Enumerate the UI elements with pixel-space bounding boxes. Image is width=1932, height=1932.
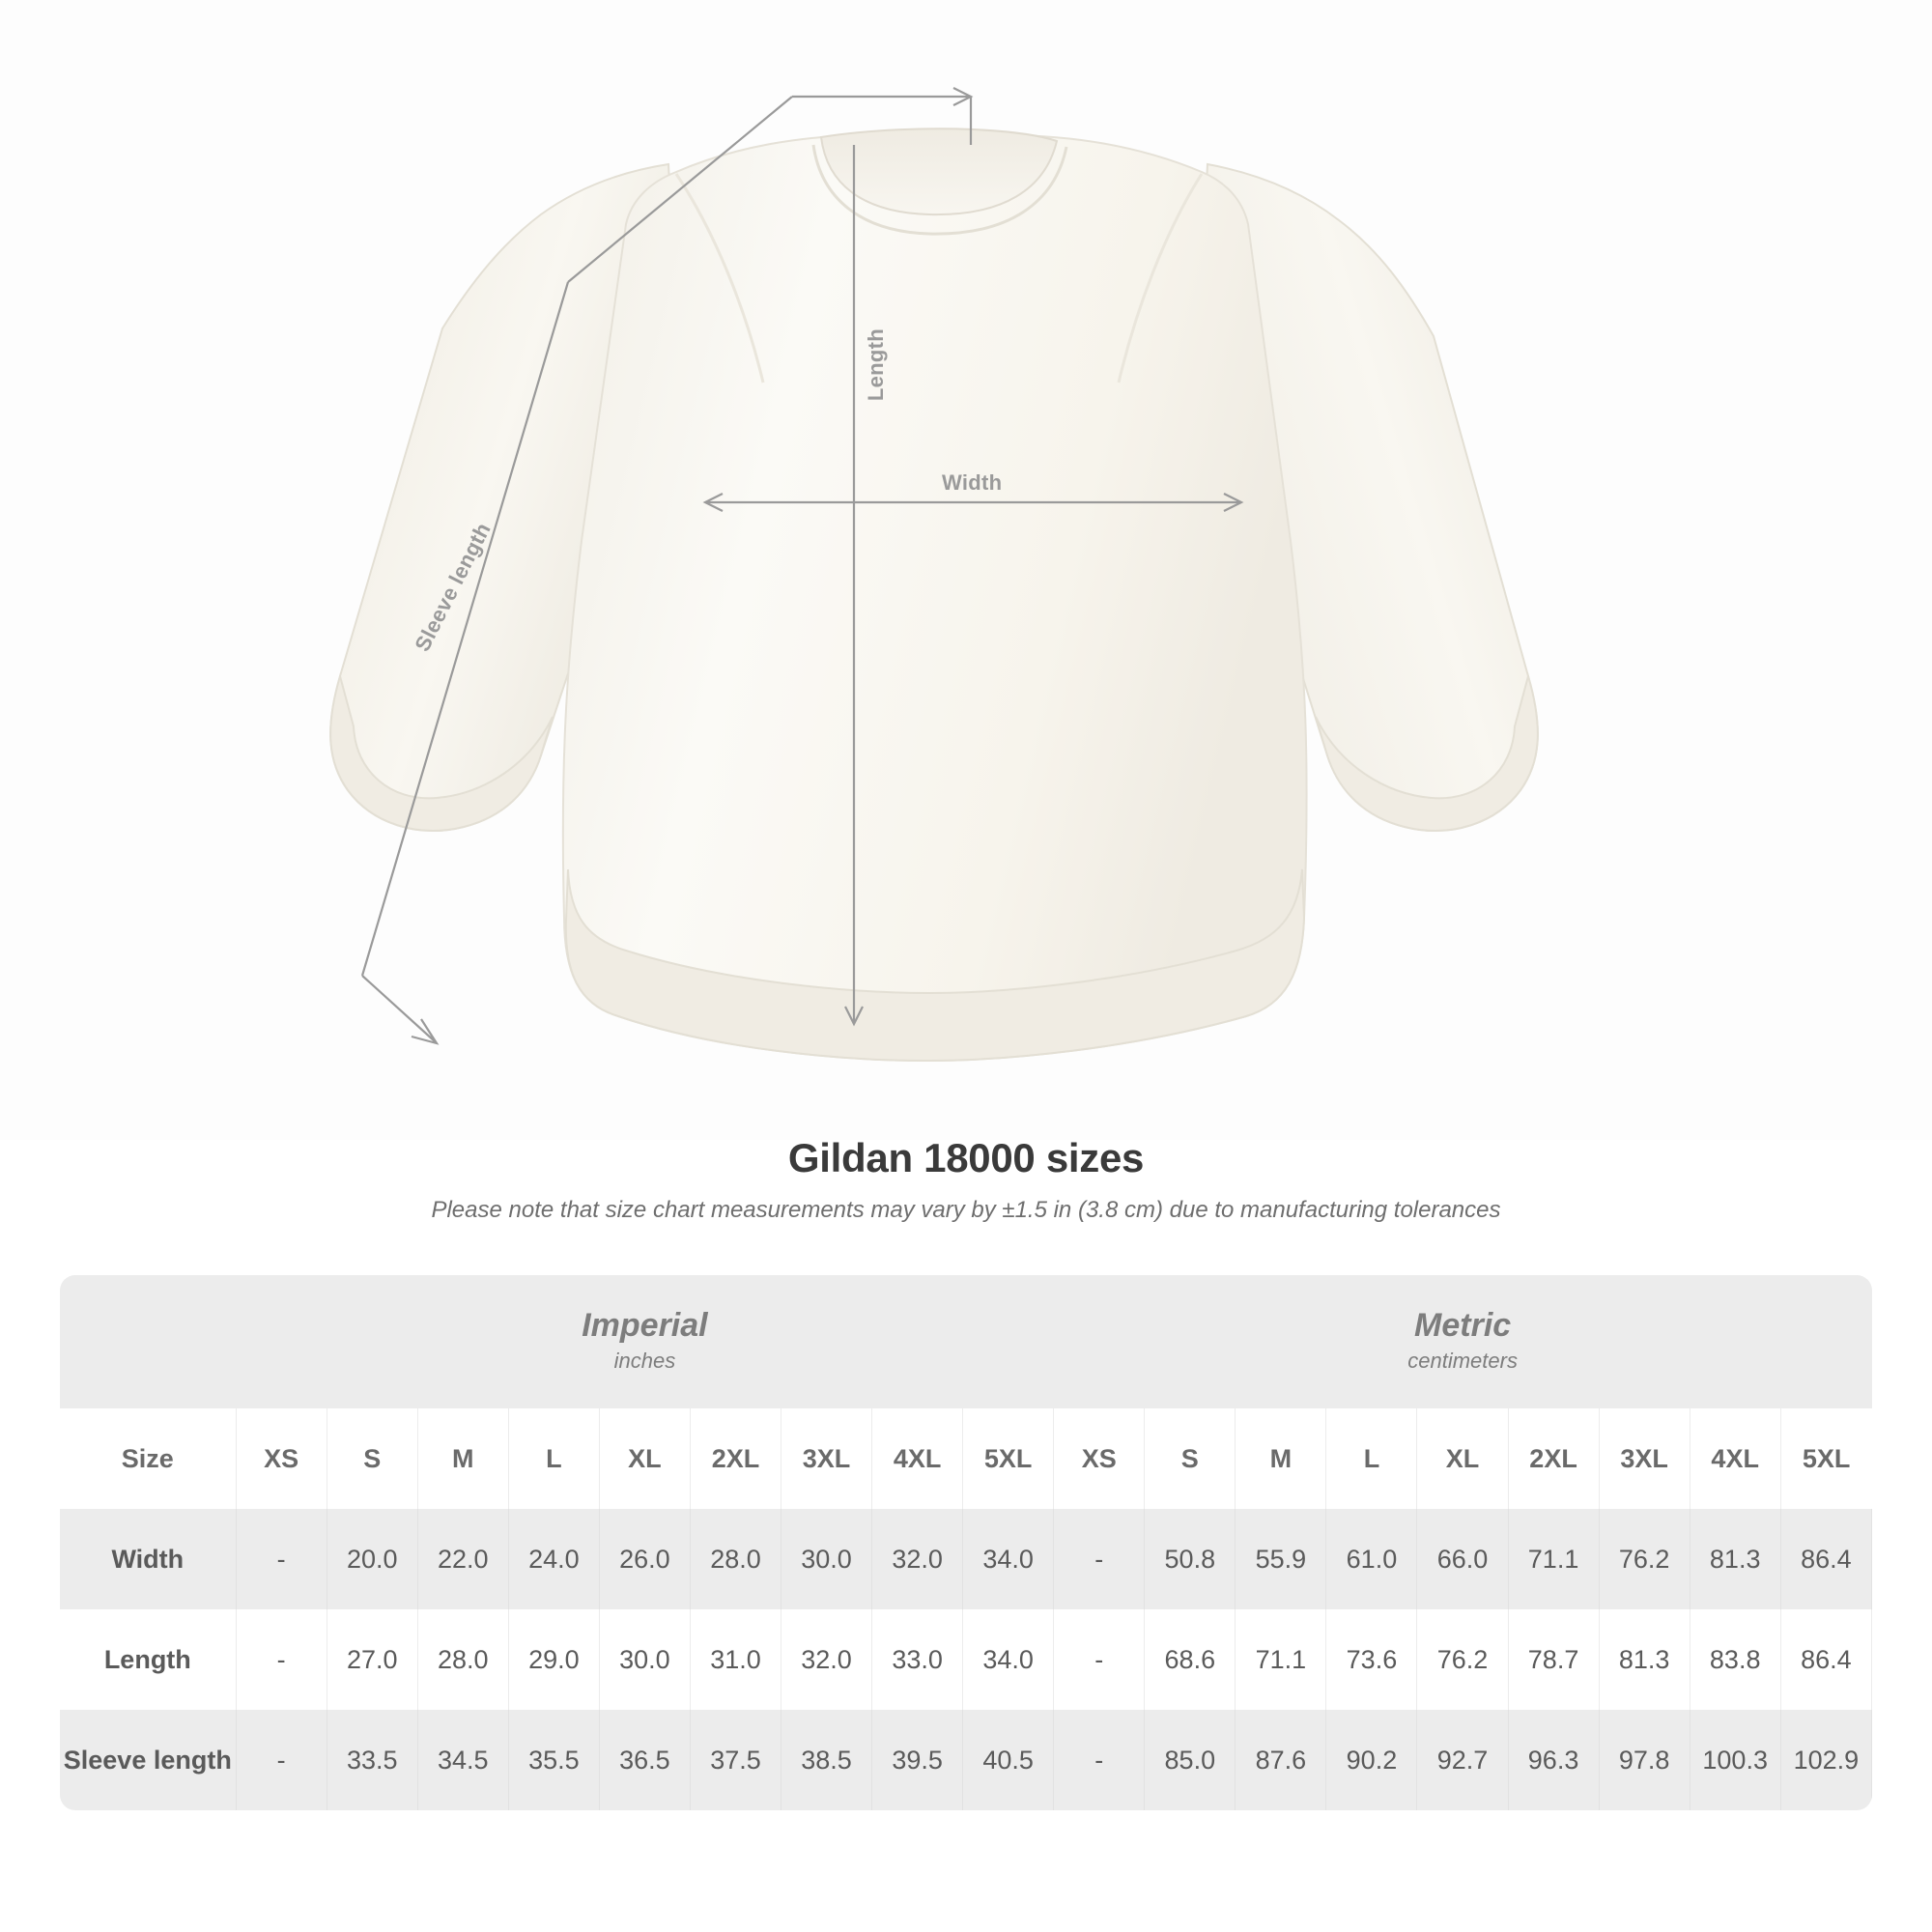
table-row xyxy=(60,1710,1872,1810)
table-row xyxy=(60,1609,1872,1710)
cell-width-metric-3xl: 76.2 xyxy=(1599,1509,1690,1609)
cell-sleeve-imperial-2xl: 37.5 xyxy=(690,1710,781,1810)
tolerance-note: Please note that size chart measurements may vary by ±1.5 in (3.8 cm) due to manufacturing tolerances xyxy=(431,1197,1501,1223)
cell-width-imperial-xs: - xyxy=(236,1509,327,1609)
size-chart-table-wrapper xyxy=(60,1275,1872,1810)
size-header-imperial-5xl: 5XL xyxy=(963,1408,1054,1509)
cell-width-imperial-s: 20.0 xyxy=(327,1509,417,1609)
unit-group-imperial-sub: inches xyxy=(613,1349,676,1374)
size-header-metric-3xl: 3XL xyxy=(1599,1408,1690,1509)
cell-sleeve-imperial-xl: 36.5 xyxy=(599,1710,690,1810)
cell-length-imperial-5xl: 34.0 xyxy=(963,1609,1054,1710)
length-dimension-label: Length xyxy=(864,328,888,402)
size-header-imperial-4xl: 4XL xyxy=(872,1408,963,1509)
cell-length-metric-xs: - xyxy=(1054,1609,1145,1710)
unit-group-imperial xyxy=(236,1275,1054,1408)
cell-sleeve-metric-xs: - xyxy=(1054,1710,1145,1810)
cell-sleeve-imperial-xs: - xyxy=(236,1710,327,1810)
cell-sleeve-imperial-5xl: 40.5 xyxy=(963,1710,1054,1810)
cell-length-imperial-s: 27.0 xyxy=(327,1609,417,1710)
cell-length-metric-2xl: 78.7 xyxy=(1508,1609,1599,1710)
size-header-metric-m: M xyxy=(1236,1408,1326,1509)
cell-length-imperial-4xl: 33.0 xyxy=(872,1609,963,1710)
cell-width-imperial-m: 22.0 xyxy=(417,1509,508,1609)
cell-sleeve-imperial-s: 33.5 xyxy=(327,1710,417,1810)
size-header-label: Size xyxy=(60,1408,236,1509)
cell-sleeve-metric-l: 90.2 xyxy=(1326,1710,1417,1810)
cell-length-metric-m: 71.1 xyxy=(1236,1609,1326,1710)
cell-width-imperial-3xl: 30.0 xyxy=(781,1509,872,1609)
cell-length-metric-3xl: 81.3 xyxy=(1599,1609,1690,1710)
cell-sleeve-metric-xl: 92.7 xyxy=(1417,1710,1508,1810)
row-label-sleeve-length: Sleeve length xyxy=(60,1710,236,1810)
cell-sleeve-metric-s: 85.0 xyxy=(1145,1710,1236,1810)
unit-spacer-cell xyxy=(60,1275,236,1408)
cell-sleeve-imperial-m: 34.5 xyxy=(417,1710,508,1810)
unit-group-metric xyxy=(1054,1275,1872,1408)
cell-width-imperial-l: 24.0 xyxy=(508,1509,599,1609)
cell-length-metric-5xl: 86.4 xyxy=(1780,1609,1871,1710)
size-header-metric-l: L xyxy=(1326,1408,1417,1509)
size-header-metric-2xl: 2XL xyxy=(1508,1408,1599,1509)
size-header-metric-5xl: 5XL xyxy=(1780,1408,1871,1509)
cell-sleeve-metric-m: 87.6 xyxy=(1236,1710,1326,1810)
cell-length-imperial-xs: - xyxy=(236,1609,327,1710)
cell-sleeve-metric-5xl: 102.9 xyxy=(1780,1710,1871,1810)
cell-width-imperial-2xl: 28.0 xyxy=(690,1509,781,1609)
size-header-imperial-l: L xyxy=(508,1408,599,1509)
unit-group-imperial-name: Imperial xyxy=(582,1306,708,1344)
cell-length-imperial-m: 28.0 xyxy=(417,1609,508,1710)
unit-group-metric-sub: centimeters xyxy=(1407,1349,1518,1374)
cell-length-metric-xl: 76.2 xyxy=(1417,1609,1508,1710)
row-label-length: Length xyxy=(60,1609,236,1710)
size-header-row xyxy=(60,1408,1872,1509)
cell-sleeve-imperial-l: 35.5 xyxy=(508,1710,599,1810)
cell-length-imperial-2xl: 31.0 xyxy=(690,1609,781,1710)
size-header-imperial-s: S xyxy=(327,1408,417,1509)
cell-width-imperial-4xl: 32.0 xyxy=(872,1509,963,1609)
cell-length-metric-4xl: 83.8 xyxy=(1690,1609,1780,1710)
cell-sleeve-imperial-3xl: 38.5 xyxy=(781,1710,872,1810)
size-header-metric-xl: XL xyxy=(1417,1408,1508,1509)
size-header-imperial-2xl: 2XL xyxy=(690,1408,781,1509)
cell-width-metric-xl: 66.0 xyxy=(1417,1509,1508,1609)
cell-width-metric-l: 61.0 xyxy=(1326,1509,1417,1609)
cell-sleeve-metric-2xl: 96.3 xyxy=(1508,1710,1599,1810)
cell-sleeve-imperial-4xl: 39.5 xyxy=(872,1710,963,1810)
cell-length-imperial-xl: 30.0 xyxy=(599,1609,690,1710)
cell-width-imperial-xl: 26.0 xyxy=(599,1509,690,1609)
cell-length-metric-s: 68.6 xyxy=(1145,1609,1236,1710)
cell-length-metric-l: 73.6 xyxy=(1326,1609,1417,1710)
unit-group-header-row xyxy=(60,1275,1872,1408)
cell-width-imperial-5xl: 34.0 xyxy=(963,1509,1054,1609)
row-label-width: Width xyxy=(60,1509,236,1609)
width-dimension-label: Width xyxy=(942,470,1003,495)
cell-width-metric-4xl: 81.3 xyxy=(1690,1509,1780,1609)
page-title: Gildan 18000 sizes xyxy=(787,1135,1145,1180)
cell-length-imperial-l: 29.0 xyxy=(508,1609,599,1710)
size-chart-table xyxy=(60,1275,1872,1810)
size-header-imperial-xs: XS xyxy=(236,1408,327,1509)
cell-width-metric-2xl: 71.1 xyxy=(1508,1509,1599,1609)
cell-width-metric-5xl: 86.4 xyxy=(1780,1509,1871,1609)
cell-width-metric-xs: - xyxy=(1054,1509,1145,1609)
unit-group-metric-name: Metric xyxy=(1414,1306,1512,1344)
size-header-metric-xs: XS xyxy=(1054,1408,1145,1509)
size-header-metric-4xl: 4XL xyxy=(1690,1408,1780,1509)
cell-width-metric-m: 55.9 xyxy=(1236,1509,1326,1609)
cell-length-imperial-3xl: 32.0 xyxy=(781,1609,872,1710)
size-header-imperial-3xl: 3XL xyxy=(781,1408,872,1509)
cell-width-metric-s: 50.8 xyxy=(1145,1509,1236,1609)
title-block xyxy=(0,1135,1932,1224)
sleeve-length-dimension-label: Sleeve length xyxy=(410,519,496,656)
size-header-imperial-m: M xyxy=(417,1408,508,1509)
table-row xyxy=(60,1509,1872,1609)
size-header-imperial-xl: XL xyxy=(599,1408,690,1509)
cell-sleeve-metric-3xl: 97.8 xyxy=(1599,1710,1690,1810)
cell-sleeve-metric-4xl: 100.3 xyxy=(1690,1710,1780,1810)
size-header-metric-s: S xyxy=(1145,1408,1236,1509)
